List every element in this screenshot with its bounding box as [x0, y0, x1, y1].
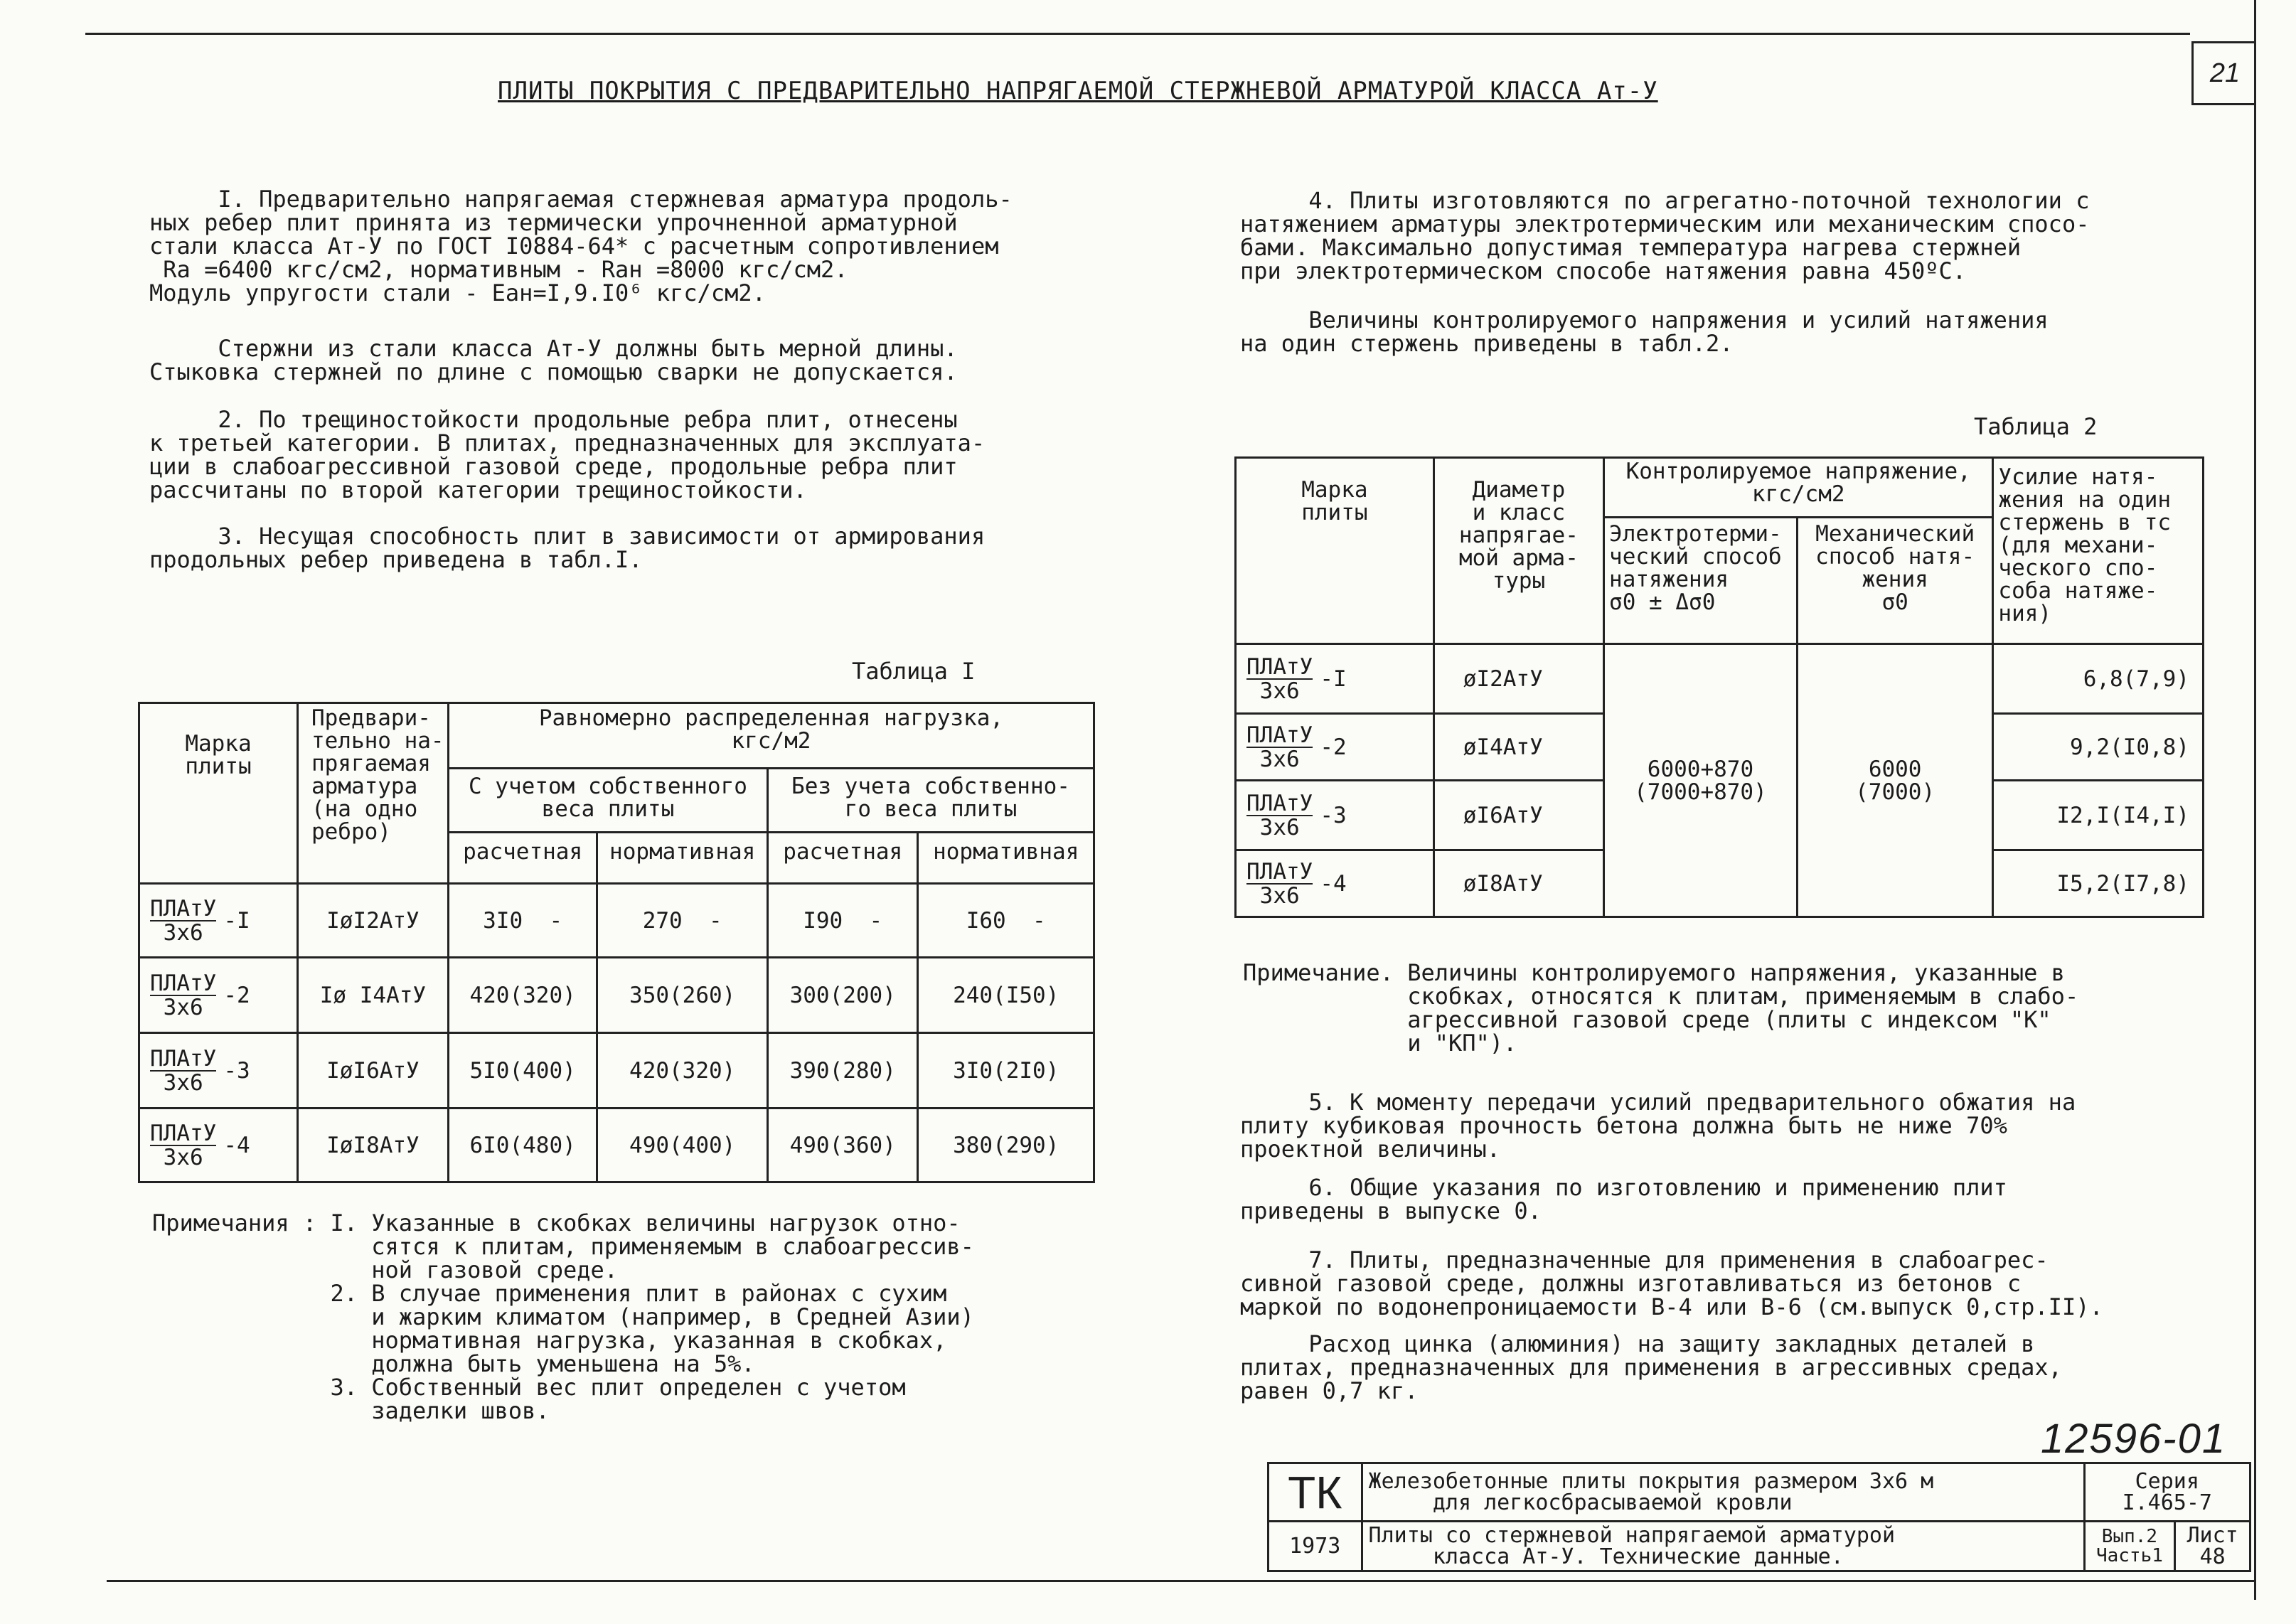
title-block-desc1: Железобетонные плиты покрытия размером 3х6 м для легкосбрасываемой кровли	[1362, 1463, 2084, 1522]
t2-diam: øI4АтУ	[1433, 714, 1603, 781]
t2-diam: øI8АтУ	[1433, 850, 1603, 917]
paragraph-4: 4. Плиты изготовляются по агрегатно-поточной технологии с натяжением арматуры электротермическим или механическим спосо- бами. Максимально допустимая температура нагрева стержней при электротермическом способе натяжения равна 450ºС.	[1240, 187, 2090, 284]
t2-header-control: Контролируемое напряжение, кгс/см2	[1604, 458, 1993, 518]
t1-header-without-own: Без учета собственно- го веса плиты	[768, 769, 1094, 833]
series-label: Серия	[2135, 1468, 2199, 1494]
table2-caption: Таблица 2	[1974, 413, 2098, 440]
t1-header-norm: нормативная	[918, 833, 1094, 884]
t2-header-force: Усилие натя- жения на один стержень в тс (для механи- ческого спо- соба натяже- ния)	[1993, 458, 2204, 644]
sheet-value: 48	[2199, 1544, 2226, 1569]
t1-value: 270 -	[597, 884, 768, 958]
paragraph-4b: Величины контролируемого напряжения и усилий натяжения на один стержень приведены в табл.2.	[1240, 306, 2049, 357]
paragraph-3: 3. Несущая способность плит в зависимости от армирования продольных ребер приведена в табл.I.	[149, 523, 986, 573]
table-row	[1236, 644, 2204, 714]
table-row	[139, 958, 1094, 1033]
series-value: I.465-7	[2122, 1490, 2212, 1515]
t1-value: 6I0(480)	[448, 1109, 597, 1182]
t1-reinf: IøI8АтУ	[297, 1109, 448, 1182]
t2-force: I5,2(I7,8)	[1993, 850, 2204, 917]
paragraph-2: 2. По трещиностойкости продольные ребра плит, отнесены к третьей категории. В плитах, предназначенных для эксплуата- ции в слабоагрессивной газовой среде, продольные ребра плит рассчитаны по второй категории трещиностойкости.	[149, 406, 986, 503]
title-block-desc2: Плиты со стержневой напрягаемой арматурой класса Ат-У. Технические данные.	[1362, 1522, 2084, 1571]
t1-mark: $\frac{\text{ПЛАтУ}}{3х6}$ -I	[139, 884, 298, 958]
t2-mark: $\frac{\text{ПЛАтУ}}{3х6}$ -I	[1236, 644, 1434, 714]
t1-value: 390(280)	[768, 1033, 918, 1109]
frame-right-line	[2254, 0, 2256, 1600]
t2-mark: $\frac{\text{ПЛАтУ}}{3х6}$ -2	[1236, 714, 1434, 781]
t1-header-reinf: Предвари- тельно на- прягаемая арматура (на одно ребро)	[297, 703, 448, 884]
t1-value: I90 -	[768, 884, 918, 958]
sheet-label: Лист	[2186, 1522, 2238, 1548]
paragraph-6: 6. Общие указания по изготовлению и применению плит приведены в выпуске 0.	[1240, 1174, 2007, 1224]
t2-mark: $\frac{\text{ПЛАтУ}}{3х6}$ -3	[1236, 781, 1434, 850]
frame-bottom-line	[107, 1580, 2254, 1582]
table-row	[139, 884, 1094, 958]
t1-mark: $\frac{\text{ПЛАтУ}}{3х6}$ -4	[139, 1109, 298, 1182]
t1-value: 3I0(2I0)	[918, 1033, 1094, 1109]
t2-mech-value: 6000 (7000)	[1797, 644, 1993, 917]
t1-header-norm: нормативная	[597, 833, 768, 884]
t2-diam: øI6АтУ	[1433, 781, 1603, 850]
handwritten-number: 12596-01	[2041, 1416, 2227, 1462]
t1-value: 350(260)	[597, 958, 768, 1033]
table-row	[139, 1033, 1094, 1109]
t2-force: 6,8(7,9)	[1993, 644, 2204, 714]
table-1	[138, 702, 1095, 1183]
issue: Вып.2 Часть1	[2084, 1522, 2175, 1571]
t1-value: 490(400)	[597, 1109, 768, 1182]
t2-force: I2,I(I4,I)	[1993, 781, 2204, 850]
title-block	[1267, 1462, 2251, 1572]
t2-electro-value: 6000+870 (7000+870)	[1604, 644, 1798, 917]
paragraph-8: Расход цинка (алюминия) на защиту закладных деталей в плитах, предназначенных для применения в агрессивных средах, равен 0,7 кг.	[1240, 1330, 2062, 1404]
paragraph-1: I. Предварительно напрягаемая стержневая арматура продоль- ных ребер плит принята из термически упрочненной арматурной стали класса Ат-У по ГОСТ I0884-64* с расчетным сопротивлением Rа =6400 кгс/см2, нормативным - Rан =8000 кгс/см2. Модуль упругости стали - Еан=I,9.I0⁶ кгс/см2.	[149, 186, 1013, 306]
t1-value: 300(200)	[768, 958, 918, 1033]
t1-value: 240(I50)	[918, 958, 1094, 1033]
t1-value: 420(320)	[597, 1033, 768, 1109]
t1-reinf: IøI6АтУ	[297, 1033, 448, 1109]
t1-mark: $\frac{\text{ПЛАтУ}}{3х6}$ -2	[139, 958, 298, 1033]
t2-header-mech: Механический способ натя- жения σ0	[1797, 518, 1993, 644]
sheet-number: 21	[2191, 41, 2256, 105]
t1-mark: $\frac{\text{ПЛАтУ}}{3х6}$ -3	[139, 1033, 298, 1109]
t1-value: 420(320)	[448, 958, 597, 1033]
frame-top-line	[85, 33, 2190, 35]
t1-header-calc: расчетная	[768, 833, 918, 884]
paragraph-1b: Стержни из стали класса Ат-У должны быть мерной длины. Стыковка стержней по длине с помощью сварки не допускается.	[149, 335, 958, 385]
t2-force: 9,2(I0,8)	[1993, 714, 2204, 781]
table-row	[139, 1109, 1094, 1182]
paragraph-5: 5. К моменту передачи усилий предварительного обжатия на плиту кубиковая прочность бетона должна быть не ниже 70% проектной величины.	[1240, 1089, 2076, 1163]
table-2	[1234, 456, 2204, 918]
t2-mark: $\frac{\text{ПЛАтУ}}{3х6}$ -4	[1236, 850, 1434, 917]
table1-notes: Примечания : I. Указанные в скобках величины нагрузок отно- сятся к плитам, применяемым в слабоагрессив- ной газовой среде. 2. В случае применения плит в районах с сухим и жарким климатом (например, в Средней Азии) нормативная нагрузка, указанная в скобках, должна быть уменьшена на 5%. 3. Собственный вес плит определен с учетом заделки швов.	[152, 1209, 974, 1424]
t1-value: 490(360)	[768, 1109, 918, 1182]
t1-value: 3I0 -	[448, 884, 597, 958]
sheet-cell	[2175, 1522, 2250, 1571]
table1-caption: Таблица I	[852, 658, 976, 685]
paragraph-7: 7. Плиты, предназначенные для применения в слабоагрес- сивной газовой среде, должны изготавливаться из бетонов с маркой по водонепроницаемости В-4 или В-6 (см.выпуск 0,стр.II).	[1240, 1246, 2103, 1320]
t1-value: 5I0(400)	[448, 1033, 597, 1109]
t1-reinf: Iø I4АтУ	[297, 958, 448, 1033]
t1-header-with-own: С учетом собственного веса плиты	[448, 769, 767, 833]
t1-header-mark: Марка плиты	[139, 703, 298, 884]
tk-label: ТК	[1269, 1463, 1362, 1522]
t2-diam: øI2АтУ	[1433, 644, 1603, 714]
table2-note: Примечание. Величины контролируемого напряжения, указанные в скобках, относятся к плитам, применяемым в слабо- агрессивной газовой среде (плиты с индексом "К" и "КП").	[1243, 959, 2079, 1057]
t1-value: 380(290)	[918, 1109, 1094, 1182]
t1-header-calc: расчетная	[448, 833, 597, 884]
t2-header-electro: Электротерми- ческий способ натяжения σ0 ± Δσ0	[1604, 518, 1798, 644]
t2-header-diam: Диаметр и класс напрягае- мой арма- туры	[1433, 458, 1603, 644]
t2-header-mark: Марка плиты	[1236, 458, 1434, 644]
t1-header-load: Равномерно распределенная нагрузка, кгс/м2	[448, 703, 1094, 769]
year: 1973	[1269, 1522, 1362, 1571]
page-title: ПЛИТЫ ПОКРЫТИЯ С ПРЕДВАРИТЕЛЬНО НАПРЯГАЕМОЙ СТЕРЖНЕВОЙ АРМАТУРОЙ КЛАССА Ат-У	[498, 77, 1658, 105]
t1-value: I60 -	[918, 884, 1094, 958]
t1-reinf: IøI2АтУ	[297, 884, 448, 958]
series-cell	[2084, 1463, 2250, 1522]
